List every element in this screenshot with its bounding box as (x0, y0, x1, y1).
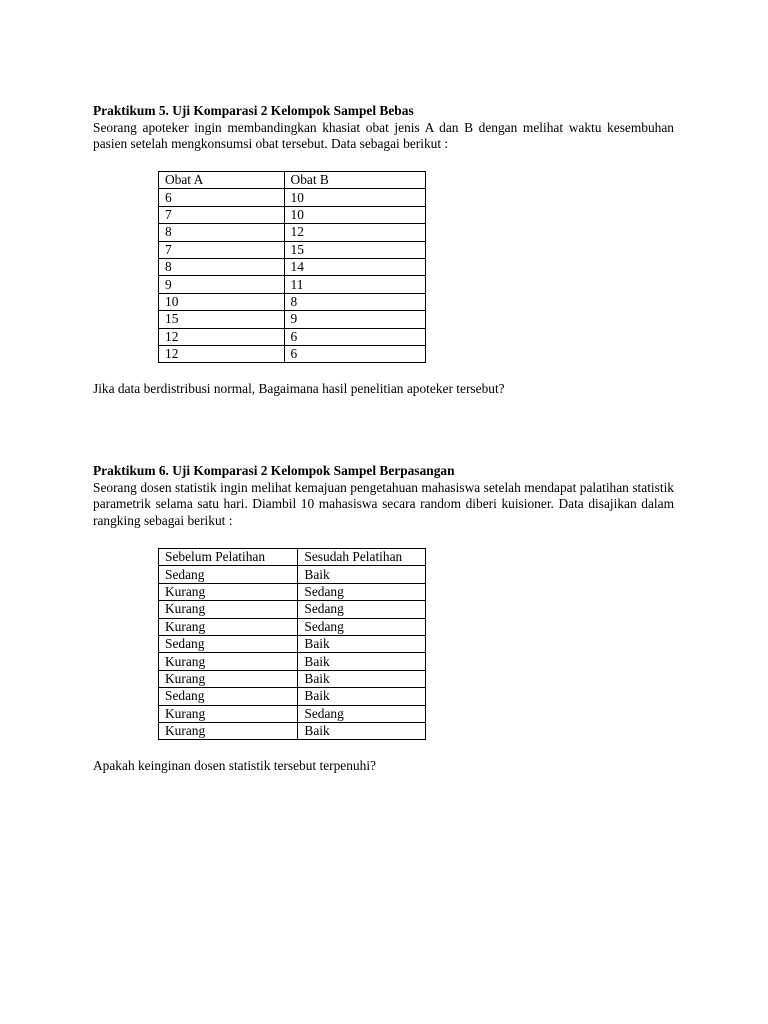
table-cell: 10 (159, 293, 285, 310)
table-row (159, 258, 426, 275)
table-cell: Kurang (159, 705, 298, 722)
column-header: Sesudah Pelatihan (298, 549, 426, 566)
praktikum6-title: Praktikum 6. Uji Komparasi 2 Kelompok Sampel Berpasangan (93, 463, 455, 478)
table-row (159, 635, 426, 652)
table-cell: 8 (159, 258, 285, 275)
table-row (159, 583, 426, 600)
table-cell: 15 (284, 241, 425, 258)
table-header-row (159, 549, 426, 566)
praktikum6-section (93, 463, 674, 529)
praktikum5-paragraph: Seorang apoteker ingin membandingkan khasiat obat jenis A dan B dengan melihat waktu kesembuhan pasien setelah mengkonsumsi obat tersebut. Data sebagai berikut : (93, 119, 674, 151)
table-cell: Baik (298, 635, 426, 652)
table-cell: Kurang (159, 670, 298, 687)
praktikum5-section (93, 103, 674, 153)
table-cell: 15 (159, 311, 285, 328)
table-cell: Sedang (298, 618, 426, 635)
table-cell: Kurang (159, 653, 298, 670)
table-row (159, 566, 426, 583)
table-row (159, 276, 426, 293)
table-row (159, 688, 426, 705)
table-cell: 8 (159, 224, 285, 241)
table-row (159, 618, 426, 635)
table-cell: 11 (284, 276, 425, 293)
praktikum6-paragraph: Seorang dosen statistik ingin melihat kemajuan pengetahuan mahasiswa setelah mendapat palatihan statistik parametrik selama satu hari. Diambil 10 mahasiswa secara random diberi kuisioner. Data disajikan dalam rangking sebagai berikut : (93, 479, 674, 528)
table-row (159, 328, 426, 345)
table-cell: Kurang (159, 583, 298, 600)
table-row (159, 206, 426, 223)
column-header: Sebelum Pelatihan (159, 549, 298, 566)
table-row (159, 311, 426, 328)
table-row (159, 653, 426, 670)
table-row (159, 670, 426, 687)
praktikum5-question: Jika data berdistribusi normal, Bagaimana hasil penelitian apoteker tersebut? (93, 381, 505, 396)
table-header-row (159, 172, 426, 189)
table-cell: Baik (298, 670, 426, 687)
table-row (159, 241, 426, 258)
table-cell: 14 (284, 258, 425, 275)
table-cell: 10 (284, 189, 425, 206)
table-cell: Baik (298, 653, 426, 670)
table-row (159, 345, 426, 362)
table-cell: 12 (159, 328, 285, 345)
table-cell: 6 (284, 328, 425, 345)
table-cell: 9 (284, 311, 425, 328)
table-cell: 12 (284, 224, 425, 241)
table-cell: Sedang (159, 566, 298, 583)
praktikum6-table (158, 548, 426, 740)
praktikum5-table (158, 171, 426, 363)
table-cell: Sedang (298, 601, 426, 618)
table-cell: 7 (159, 241, 285, 258)
table-cell: 10 (284, 206, 425, 223)
praktikum6-table-body (159, 549, 426, 740)
table-cell: Kurang (159, 722, 298, 739)
table-cell: Sedang (159, 688, 298, 705)
table-cell: 12 (159, 345, 285, 362)
column-header: Obat A (159, 172, 285, 189)
table-cell: Baik (298, 722, 426, 739)
table-cell: 9 (159, 276, 285, 293)
table-row (159, 722, 426, 739)
table-cell: Baik (298, 566, 426, 583)
column-header: Obat B (284, 172, 425, 189)
table-cell: 8 (284, 293, 425, 310)
table-cell: Sedang (298, 705, 426, 722)
praktikum5-title: Praktikum 5. Uji Komparasi 2 Kelompok Sampel Bebas (93, 103, 414, 118)
table-cell: Kurang (159, 618, 298, 635)
table-cell: 6 (159, 189, 285, 206)
praktikum5-table-body (159, 172, 426, 363)
table-cell: 6 (284, 345, 425, 362)
table-row (159, 293, 426, 310)
table-cell: Sedang (159, 635, 298, 652)
table-cell: 7 (159, 206, 285, 223)
table-row (159, 705, 426, 722)
table-row (159, 601, 426, 618)
table-cell: Kurang (159, 601, 298, 618)
praktikum6-question: Apakah keinginan dosen statistik tersebut terpenuhi? (93, 758, 376, 773)
table-row (159, 224, 426, 241)
table-cell: Baik (298, 688, 426, 705)
table-row (159, 189, 426, 206)
table-cell: Sedang (298, 583, 426, 600)
